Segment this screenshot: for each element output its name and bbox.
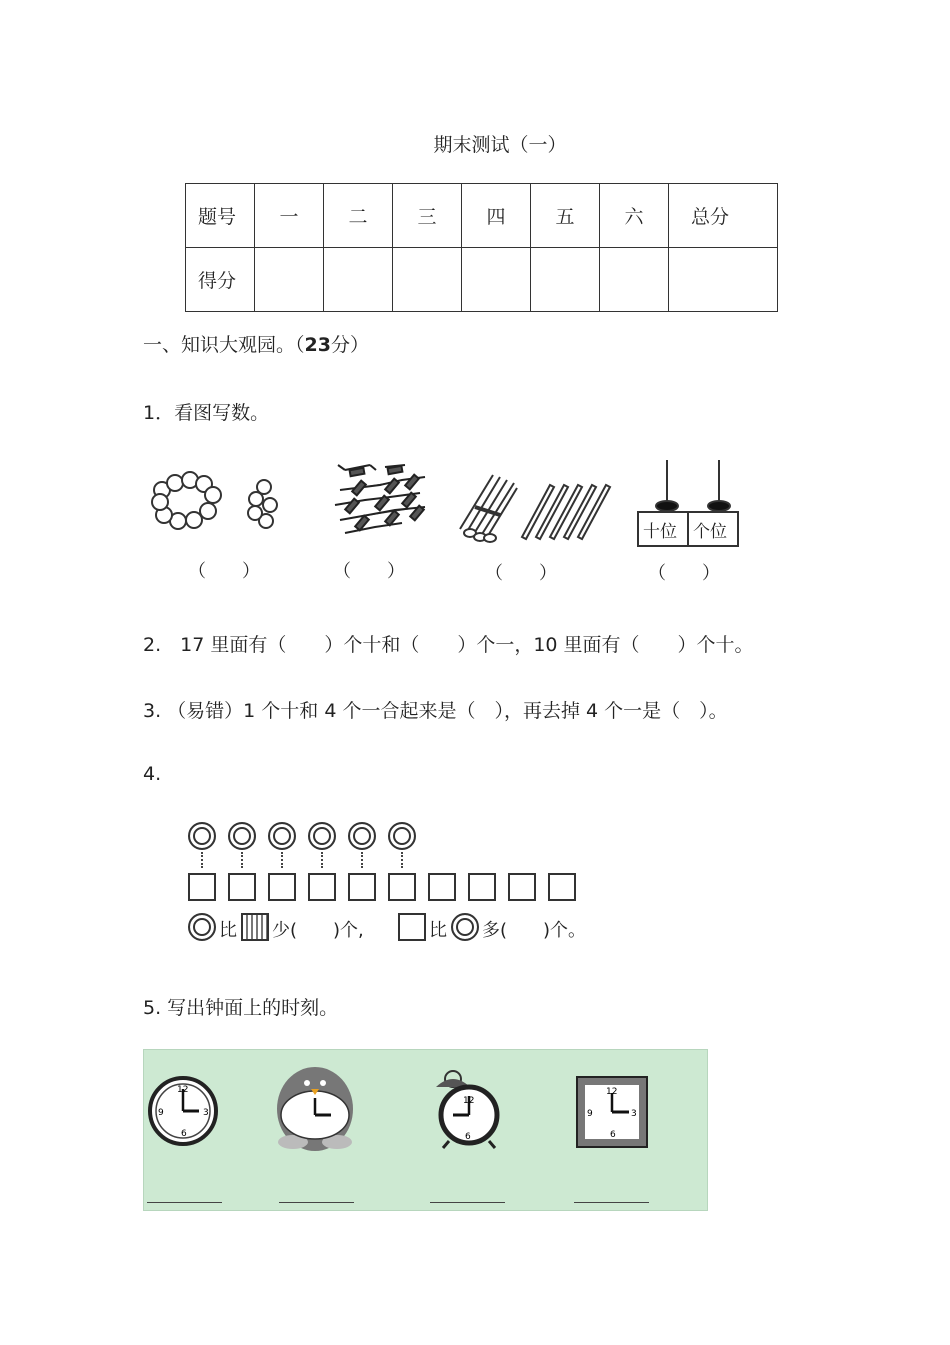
- ring-icon: [388, 822, 416, 850]
- ring-icon: [268, 822, 296, 850]
- svg-text:3: 3: [631, 1109, 637, 1119]
- svg-text:9: 9: [587, 1109, 593, 1119]
- score-table-header-cell: 二: [324, 184, 393, 248]
- svg-text:12: 12: [177, 1085, 189, 1095]
- score-table-header-cell: 四: [462, 184, 531, 248]
- clock-answer-blank[interactable]: [430, 1202, 505, 1203]
- question-1-text: 1．看图写数。: [143, 402, 270, 424]
- score-table-header-cell: 题号: [186, 184, 255, 248]
- ring-icon: [348, 822, 376, 850]
- dotted-link: [281, 852, 283, 868]
- score-table-header-cell: 一: [255, 184, 324, 248]
- compare-text: 比: [429, 920, 447, 941]
- svg-text:3: 3: [203, 1108, 209, 1118]
- square-icon: [468, 873, 496, 901]
- square-icon: [508, 873, 536, 901]
- square-icon: [228, 873, 256, 901]
- page-title: 期末测试（一）: [433, 134, 567, 156]
- section-points: 23: [304, 334, 331, 356]
- svg-text:6: 6: [610, 1130, 616, 1140]
- answer-paren[interactable]: （ ）: [333, 561, 405, 582]
- square-icon: [398, 913, 426, 941]
- score-table-row-label: 得分: [186, 248, 255, 312]
- ring-icon: [308, 822, 336, 850]
- ring-icon: [228, 822, 256, 850]
- square-icon: [428, 873, 456, 901]
- question-2-text: 2. 17 里面有（ ）个十和（ ）个一，10 里面有（ ）个十。: [143, 634, 754, 656]
- round-clock-icon: [150, 1078, 216, 1144]
- square-icon: [188, 873, 216, 901]
- svg-text:6: 6: [465, 1132, 471, 1142]
- ring-icon: [188, 913, 216, 941]
- answer-paren[interactable]: （ ）: [485, 563, 557, 584]
- score-table-header-cell: 三: [393, 184, 462, 248]
- square-icon: [548, 873, 576, 901]
- square-icon: [308, 873, 336, 901]
- compare-text: 比: [219, 920, 237, 941]
- answer-paren[interactable]: （ ）: [188, 561, 260, 582]
- answer-paren[interactable]: （ ）: [648, 563, 720, 584]
- dotted-link: [321, 852, 323, 868]
- abacus-tens-label: 十位: [643, 522, 677, 542]
- square-icon: [388, 873, 416, 901]
- dotted-link: [401, 852, 403, 868]
- square-icon: [348, 873, 376, 901]
- section-heading-prefix: 一、知识大观园。（: [143, 334, 305, 356]
- penguin-clock-icon: [277, 1067, 353, 1151]
- question-5-text: 5. 写出钟面上的时刻。: [143, 997, 339, 1019]
- section-heading-suffix: 分）: [330, 334, 369, 356]
- square-clock-icon: [577, 1077, 647, 1147]
- dotted-link: [241, 852, 243, 868]
- clock-answer-blank[interactable]: [147, 1202, 222, 1203]
- score-table-header-cell: 五: [531, 184, 600, 248]
- svg-text:9: 9: [158, 1108, 164, 1118]
- dotted-link: [361, 852, 363, 868]
- question-4-number: 4.: [143, 763, 162, 785]
- compare-answer-2[interactable]: 多( )个。: [482, 920, 587, 941]
- svg-text:12: 12: [463, 1096, 475, 1106]
- score-table-header-cell: 总分: [669, 184, 778, 248]
- score-table-header-cell: 六: [600, 184, 669, 248]
- svg-text:6: 6: [181, 1129, 187, 1139]
- dotted-link: [201, 852, 203, 868]
- square-icon: [268, 873, 296, 901]
- clock-answer-blank[interactable]: [574, 1202, 649, 1203]
- svg-text:12: 12: [606, 1087, 618, 1097]
- clock-answer-blank[interactable]: [279, 1202, 354, 1203]
- abacus-ones-label: 个位: [693, 522, 727, 542]
- compare-answer-1[interactable]: 少( )个,: [272, 920, 364, 941]
- clock-pictures: [143, 1049, 706, 1209]
- question-3-text: 3. （易错）1 个十和 4 个一合起来是（ ），再去掉 4 个一是（ ）。: [143, 700, 728, 722]
- alarm-clock-icon: [436, 1071, 497, 1148]
- ring-icon: [188, 822, 216, 850]
- ring-icon: [451, 913, 479, 941]
- square-icon: [241, 913, 269, 941]
